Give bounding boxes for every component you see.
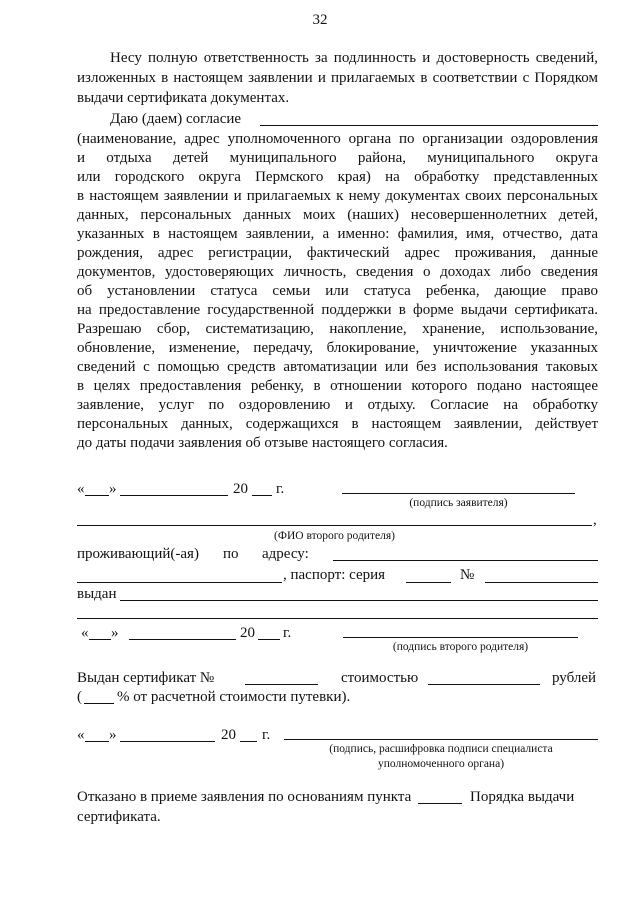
consent-line: в настоящем заявлении и прилагаемых к нему документах своих персональных — [77, 188, 598, 204]
consent-line: обновление, изменение, передачу, блокирование, уничтожение указанных — [77, 340, 598, 356]
consent-line: сведений с помощью средств автоматизации или без использования таковых — [77, 359, 598, 375]
second-parent-name-comma: , — [593, 512, 597, 528]
specialist-year-prefix: 20 — [221, 727, 236, 743]
applicant-signature-field[interactable] — [342, 493, 575, 494]
refusal-line-2: сертификата. — [77, 809, 161, 825]
consent-line: в целях предоставления ребенку, в отношении которого подано настоящее — [77, 378, 598, 394]
passport-series-label: , паспорт: серия — [283, 567, 386, 583]
issued-by-continuation-field[interactable] — [77, 618, 598, 619]
consent-authority-field[interactable] — [260, 125, 598, 126]
certificate-issued-label: Выдан сертификат № — [77, 670, 215, 686]
parent-year-prefix: 20 — [240, 625, 255, 641]
passport-number-field[interactable] — [485, 582, 598, 583]
refusal-clause-field[interactable] — [418, 803, 462, 804]
consent-line: документов, удостоверяющих личность, сведения о доходах либо сведения — [77, 264, 598, 280]
consent-line: заявление, услуг по оздоровлению и отдыху. Согласие на обработку — [77, 397, 598, 413]
specialist-date-open-quote: « — [77, 727, 85, 743]
consent-line: или городского округа Пермского края) на обработку представленных — [77, 169, 598, 185]
applicant-year-suffix: г. — [276, 481, 285, 497]
consent-line: указанных в настоящем заявлении, а именно: фамилия, имя, отчество, дата — [77, 226, 598, 242]
parent-date-close-quote: » — [111, 625, 119, 641]
certificate-open-paren: ( — [77, 689, 82, 705]
consent-line: Разрешаю сбор, систематизацию, накопление, хранение, использование, — [77, 321, 598, 337]
passport-series-field[interactable] — [406, 582, 451, 583]
consent-text — [77, 130, 598, 453]
residence-label-address: адресу: — [262, 546, 309, 562]
certificate-cost-field[interactable] — [428, 684, 540, 685]
specialist-signature-caption-line-1: (подпись, расшифровка подписи специалиста — [329, 743, 553, 755]
consent-line: об установлении статуса семьи или статуса ребенка, дающие право — [77, 283, 598, 299]
responsibility-line-2: изложенных в настоящем заявлении и прилагаемых в соответствии с Порядком — [77, 70, 598, 86]
specialist-day-field[interactable] — [85, 741, 109, 742]
parent-month-field[interactable] — [129, 639, 236, 640]
passport-number-label: № — [460, 567, 475, 583]
address-continuation-field[interactable] — [77, 582, 282, 583]
issued-by-field[interactable] — [120, 600, 598, 601]
consent-line: данных, персональных данных моих (наших) несовершеннолетних детей, — [77, 207, 598, 223]
applicant-year-field[interactable] — [252, 495, 272, 496]
consent-line: (наименование, адрес уполномоченного органа по организации оздоровления — [77, 131, 598, 147]
refusal-tail: Порядка выдачи — [470, 789, 575, 805]
applicant-signature-caption: (подпись заявителя) — [409, 497, 508, 509]
specialist-year-suffix: г. — [262, 727, 271, 743]
applicant-year-prefix: 20 — [233, 481, 248, 497]
parent-year-field[interactable] — [258, 639, 280, 640]
consent-line: и отдыха детей муниципального района, муниципального округа — [77, 150, 598, 166]
responsibility-line-3: выдачи сертификата документах. — [77, 90, 290, 106]
specialist-month-field[interactable] — [120, 741, 215, 742]
parent-signature-caption: (подпись второго родителя) — [392, 641, 529, 653]
residence-label-by: по — [223, 546, 239, 562]
specialist-signature-field[interactable] — [284, 739, 598, 740]
parent-year-suffix: г. — [283, 625, 292, 641]
page-number: 32 — [312, 12, 328, 28]
specialist-year-field[interactable] — [240, 741, 257, 742]
consent-line: рождения, адрес регистрации, фактический адрес проживания, данные — [77, 245, 598, 261]
applicant-day-field[interactable] — [85, 495, 109, 496]
parent-day-field[interactable] — [89, 639, 111, 640]
consent-line: до даты подачи заявления об отзыве настоящего согласия. — [77, 435, 448, 451]
consent-line: персональных данных, содержащихся в настоящем заявлении, действует — [77, 416, 598, 432]
applicant-date-close-quote: » — [109, 481, 117, 497]
certificate-percent-text: % от расчетной стоимости путевки). — [117, 689, 351, 705]
consent-line: на предоставление государственной поддержки в форме выдачи сертификата. — [77, 302, 598, 318]
responsibility-line-1: Несу полную ответственность за подлинность и достоверность сведений, — [110, 50, 598, 66]
certificate-percent-field[interactable] — [84, 703, 114, 704]
second-parent-name-field[interactable] — [77, 525, 592, 526]
second-parent-name-caption: (ФИО второго родителя) — [274, 530, 395, 542]
certificate-currency-label: рублей — [552, 670, 597, 686]
applicant-month-field[interactable] — [120, 495, 228, 496]
parent-date-open-quote: « — [81, 625, 89, 641]
parent-signature-field[interactable] — [343, 637, 578, 638]
certificate-number-field[interactable] — [245, 684, 318, 685]
refusal-lead: Отказано в приеме заявления по основаниям пункта — [77, 789, 412, 805]
issued-by-label: выдан — [77, 586, 117, 602]
specialist-signature-caption-line-2: уполномоченного органа) — [377, 758, 505, 770]
specialist-date-close-quote: » — [109, 727, 117, 743]
applicant-date-open-quote: « — [77, 481, 85, 497]
certificate-cost-label: стоимостью — [341, 670, 419, 686]
residence-label: проживающий(-ая) — [77, 546, 199, 562]
residence-address-field[interactable] — [333, 560, 598, 561]
consent-intro: Даю (даем) согласие — [110, 111, 242, 127]
